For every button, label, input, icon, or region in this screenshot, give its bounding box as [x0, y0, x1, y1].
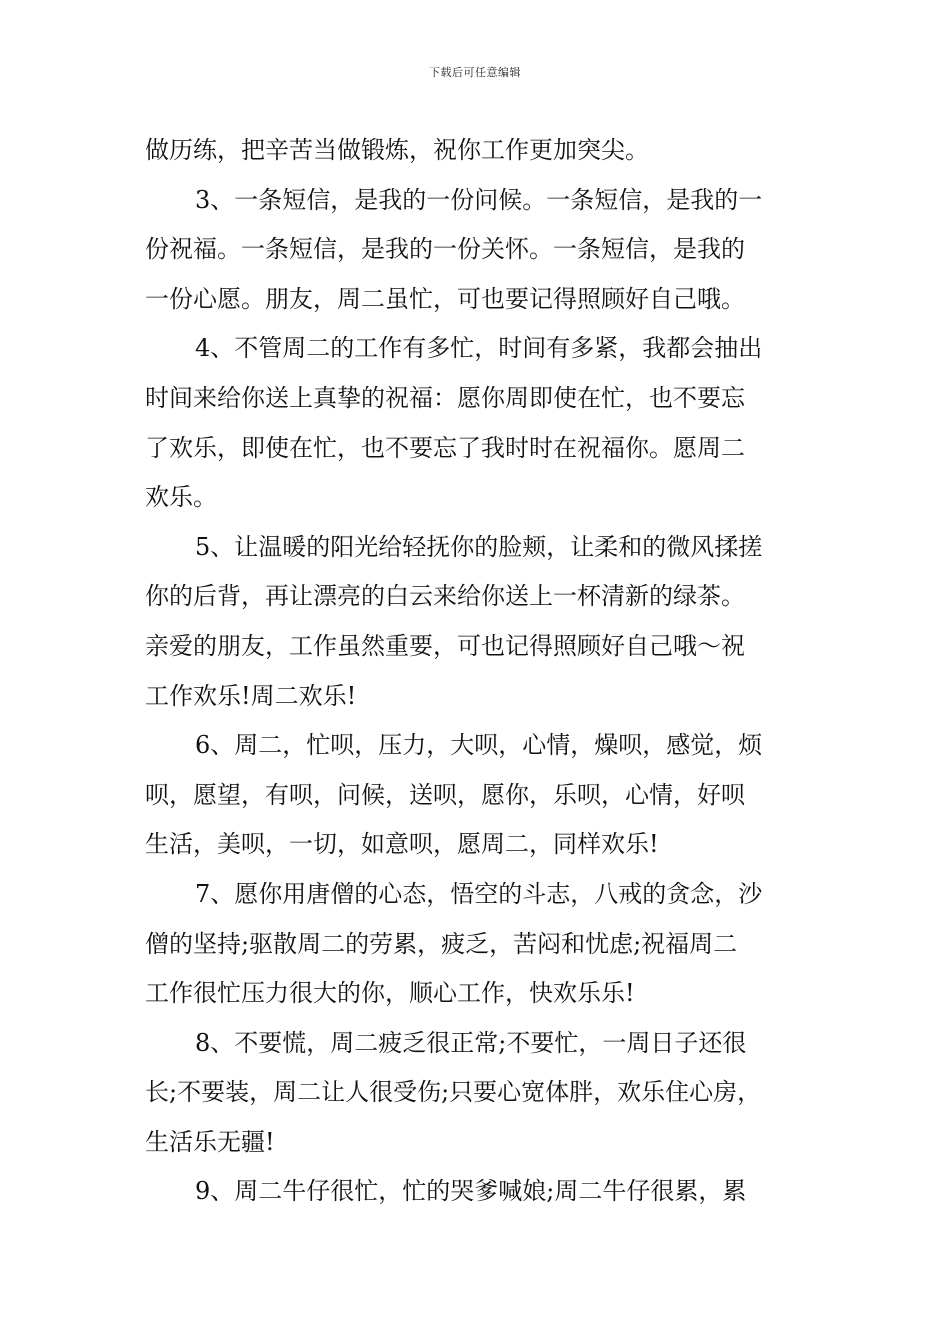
- text-line: 亲爱的朋友，工作虽然重要，可也记得照顾好自己哦～祝: [145, 631, 745, 660]
- text-line: 7、愿你用唐僧的心态，悟空的斗志，八戒的贪念，沙: [195, 879, 763, 908]
- text-line: 长;不要装，周二让人很受伤;只要心宽体胖，欢乐住心房，: [145, 1078, 762, 1107]
- text-line: 了欢乐，即使在忙，也不要忘了我时时在祝福你。愿周二: [145, 433, 745, 462]
- text-line: 生活乐无疆!: [145, 1127, 275, 1156]
- text-line: 欢乐。: [145, 483, 217, 512]
- page-header: 下载后可任意编辑: [429, 66, 521, 79]
- text-line: 9、周二牛仔很忙，忙的哭爹喊娘;周二牛仔很累，累: [195, 1177, 747, 1206]
- text-line: 一份心愿。朋友，周二虽忙，可也要记得照顾好自己哦。: [145, 284, 745, 313]
- text-line: 生活，美呗，一切，如意呗，愿周二，同样欢乐!: [145, 830, 659, 859]
- text-line: 工作欢乐!周二欢乐!: [145, 681, 357, 710]
- text-line: 呗，愿望，有呗，问候，送呗，愿你，乐呗，心情，好呗: [145, 780, 745, 809]
- text-line: 4、不管周二的工作有多忙，时间有多紧，我都会抽出: [195, 334, 763, 363]
- text-line: 3、一条短信，是我的一份问候。一条短信，是我的一: [195, 185, 763, 214]
- text-line: 工作很忙压力很大的你，顺心工作，快欢乐乐!: [145, 979, 635, 1008]
- text-line: 你的后背，再让漂亮的白云来给你送上一杯清新的绿茶。: [145, 582, 745, 611]
- text-line: 僧的坚持;驱散周二的劳累，疲乏，苦闷和忧虑;祝福周二: [145, 929, 738, 958]
- text-line: 8、不要慌，周二疲乏很正常;不要忙，一周日子还很: [195, 1028, 747, 1057]
- text-line: 做历练，把辛苦当做锻炼，祝你工作更加突尖。: [145, 136, 649, 164]
- text-line: 5、让温暖的阳光给轻抚你的脸颊，让柔和的微风揉搓: [195, 532, 763, 561]
- text-line: 6、周二，忙呗，压力，大呗，心情，燥呗，感觉，烦: [195, 731, 763, 760]
- document-body: [145, 126, 810, 1217]
- text-line: 时间来给你送上真挚的祝福：愿你周即使在忙，也不要忘: [145, 383, 745, 412]
- text-line: 份祝福。一条短信，是我的一份关怀。一条短信，是我的: [145, 235, 745, 264]
